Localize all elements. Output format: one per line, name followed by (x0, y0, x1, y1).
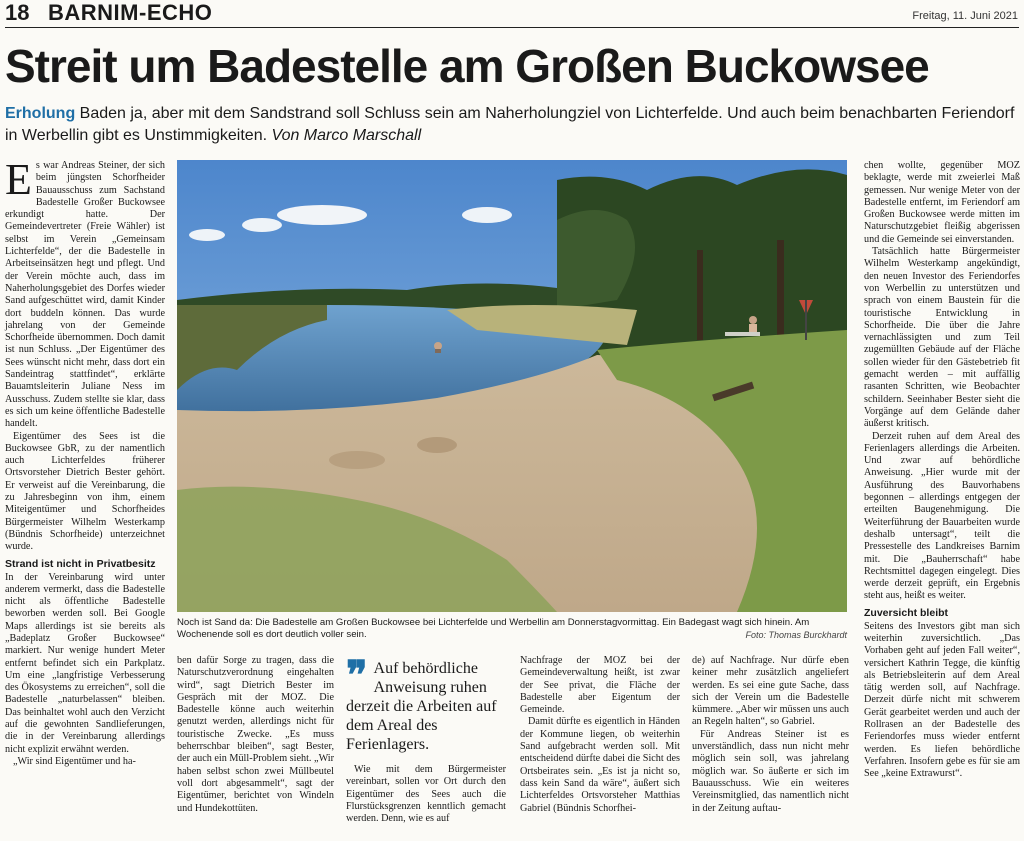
subheading: Strand ist nicht in Privatbesitz (5, 557, 156, 570)
drop-cap: E (5, 155, 32, 204)
article-column-3 (346, 764, 506, 825)
photo-caption: Noch ist Sand da: Die Badestelle am Großen Buckowsee bei Lichterfelde und Werbellin am Donnerstagvormittag. Ein Badegast wagt sich hinein. Am Wochenende soll es dort deutlich voller sein. (177, 617, 810, 640)
article-column-6 (864, 160, 1020, 781)
lead-text: Baden ja, aber mit dem Sandstrand soll Schluss sein am Naherholungziel von Lichterfelde. Und auch beim benachbarten Feriendorf in Werbellin gibt es Unstimmigkeiten. (5, 105, 1015, 144)
article-column-2 (177, 655, 334, 815)
page-number: 18 (5, 0, 30, 25)
paragraph: Wie mit dem Bürgermeister vereinbart, sollen vor Ort durch den Eigentümer des Sees auch die Flurstücksgrenzen kenntlich gemacht werden. Denn, wie es auf (346, 764, 506, 825)
paragraph: Nachfrage der MOZ bei der Gemeindeverwaltung heißt, ist zwar der See privat, die Fläche der Badestelle aber Eigentum der Gemeinde. (520, 655, 680, 716)
paragraph: „Wir sind Eigentümer und ha- (13, 755, 136, 767)
pull-quote (346, 654, 514, 754)
section-title: BARNIM-ECHO (48, 0, 213, 25)
article-column-1 (5, 155, 165, 768)
paragraph: Derzeit ruhen auf dem Areal des Ferienlagers allerdings die Arbeiten. Und zwar auf behördliche Anweisung. „Hier wurde mit der Ausführung des Bauvorhabens begonnen – allerdings entgegen der erteilten Baugenehmigung. Die Weiterführung der Bauarbeiten wurde deshalb untersagt“, teilt die Pressestelle des Landkreises Barnim mit. Die „Bauherrschaft“ habe Rechtsmittel dagegen eingelegt. Dies werde derzeit geprüft, ein Ergebnis steht aus, heißt es weiter. (864, 430, 1020, 602)
lead-paragraph (5, 103, 1020, 147)
paragraph: de) auf Nachfrage. Nur dürfe eben keiner mehr zusätzlich angeliefert werden. Es sei eine gute Sache, dass sich der Verein um die Badestelle kümmere. „Aber wir müssen uns auch an Regeln halten“, so Gabriel. (692, 655, 849, 728)
paragraph: s war Andreas Steiner, der sich beim jüngsten Schorfheider Bauausschuss zum Sachstand Badestelle Großer Buckowsee erkundigt hatte. Der Gemeindevertreter (Freie Wähler) ist selbst im Verein „Gemeinsam Lichterfelde“, der die Badestelle in Arbeitseinsätzen hegt und pflegt. Und der Verein möchte auch, dass im Naherholungsgebiet des Dorfes wieder Sand aufgeschüttet wird, damit Kinder dort buddeln können. Das wurde jahrelang von der Gemeinde Schorfheide übernommen. Doch damit ist nun Schluss. „Der Eigentümer des Sees wünscht nicht mehr, dass dort ein Sandeintrag stattfindet“, erklärte Bauamtsleiterin Juliane Ness im Ausschuss. Zudem stellte sie klar, dass es sich um keine öffentliche Badestelle handelt. (5, 160, 165, 430)
photo-credit: Foto: Thomas Burckhardt (745, 630, 847, 640)
headline: Streit um Badestelle am Großen Buckowsee (5, 40, 929, 92)
pull-quote-text: Auf behördliche Anweisung ruhen derzeit die Arbeiten auf dem Areal des Ferienlagers. (346, 660, 497, 753)
subheading: Zuversicht bleibt (864, 606, 949, 619)
paragraph: Für Andreas Steiner ist es unverständlich, dass nun nicht mehr möglich sein soll, was jahrelang möglich war. So äußerte er sich im Bauausschuss. Wie ein weiteres Vereinsmitglied, das namentlich nicht in der Zeitung auftau- (692, 728, 849, 814)
author-byline: Von Marco Marschall (271, 127, 422, 144)
paragraph: Tatsächlich hatte Bürgermeister Wilhelm Westerkamp angekündigt, den neuen Investor des Feriendorfes von Werbellin zu unterstützen und sprach von einem Baustein für die touristische Entwicklung in Schorfheide. Die über die Jahre vernachlässigten und zum Teil zugemüllten Gebäude auf der Fläche sollen wieder für den Gästebetrieb fit gemacht werden – mit auffällig rasanten Schritten, wie Beobachter schildern. Seeinhaber Bester sieht die Vorgänge auf dem Gelände daher äußerst kritisch. (864, 246, 1020, 430)
paragraph: Eigentümer des Sees ist die Buckowsee GbR, zu der namentlich auch Lichterfeldes früherer Ortsvorsteher Dietrich Bester gehört. Er verweist auf die Vereinbarung, die zu Jahresbeginn von ihm, einem Miteigentümer und Schorfheides Bürgermeister Wilhelm Westerkamp (Bündnis Schorfheide) unterzeichnet wurde. (5, 430, 165, 553)
lead-keyword: Erholung (5, 105, 76, 122)
paragraph: Seitens des Investors gibt man sich weiterhin zuversichtlich. „Das Vorhaben geht auf jeden Fall weiter“, versichert Kathrin Tegge, die künftig als Betriebsleiterin auf dem Areal tätig werden soll, auf Nachfrage. Derzeit dürfe nicht mit schwerem Gerät gearbeitet werden und auch der Rollrasen an der Badestelle des Feriendorfes muss wieder entfernt werden. Es liefen behördliche Verfahren. Insofern gebe es für sie am See „keine Extrawurst“. (864, 620, 1020, 780)
lake-photo (177, 160, 847, 612)
article-column-5 (692, 655, 849, 815)
paragraph: In der Vereinbarung wird unter anderem vermerkt, dass die Badestelle nicht als öffentliche Badestelle beworben werden soll. Bei Google Maps allerdings ist sie bereits als „Badeplatz Großer Buckowsee“ markiert. Nur wenige hundert Meter entfernt befindet sich ein Parkplatz. Um eine „langfristige Verbesserung des Ökosystems zu erreichen“, soll die Badestelle „naturbelassen“ bleiben. Das beinhaltet wohl auch den Verzicht auf die gewohnten Sandlieferungen, die in der Vereinbarung allerdings nicht explizit erwähnt werden. (5, 571, 165, 755)
paragraph: chen wollte, gegenüber MOZ beklagte, werde mit zweierlei Maß gemessen. Nur wenige Meter von der Badestelle entfernt, im Feriendorf am Großen Buckowsee werde mitten im Naturschutzgebiet fleißig abgerissen und die Gemeinde sei einverstanden. (864, 160, 1020, 245)
quote-mark-icon: ❞ (346, 654, 368, 698)
paragraph: Damit dürfte es eigentlich in Händen der Kommune liegen, ob weiterhin Sand aufgebracht werden soll. Mit entscheidend dürfte dabei die Sicht des Ortsbeirates sein. „Es ist ja nicht so, dass kein Sand da wäre“, äußert sich Lichterfeldes Ortsvorsteher Matthias Gabriel (Bündnis Schorfhei- (520, 716, 680, 814)
issue-date: Freitag, 11. Juni 2021 (912, 10, 1018, 22)
article-column-4 (520, 655, 680, 815)
paragraph: ben dafür Sorge zu tragen, dass die Naturschutzverordnung eingehalten wird“, sagt Dietrich Bester im Gespräch mit der MOZ. Die Badestelle könne auch weiterhin genutzt werden, allerdings nicht für touristische Zwecke. „Es muss beherrschbar bleiben“, sagt Bester, der auch ein Müll-Problem sieht. „Wir haben selbst schon zwei Müllbeutel voll dort abgesammelt“, sagt der Eigentümer, berichtet von Windeln und Hundekottüten. (177, 655, 334, 814)
header-rule (5, 27, 1019, 28)
